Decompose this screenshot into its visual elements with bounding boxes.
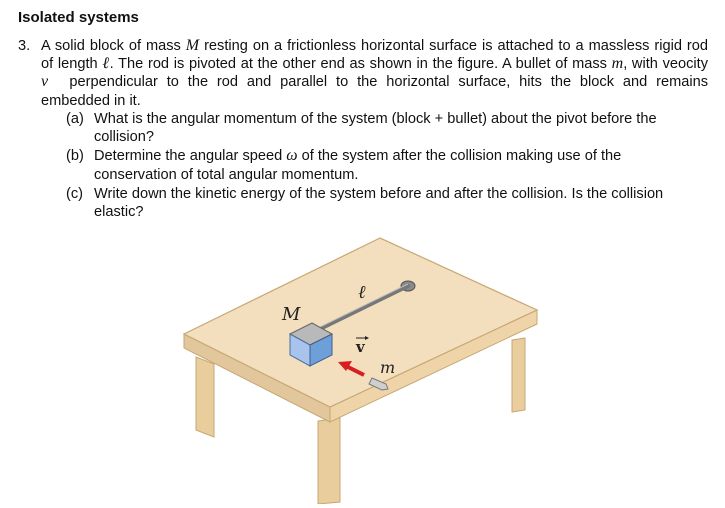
part-label: (a) bbox=[66, 111, 84, 127]
label-bullet-mass: m bbox=[380, 358, 396, 377]
symbol-mass-m: m bbox=[611, 55, 624, 73]
part-label: (b) bbox=[66, 148, 84, 165]
part-text: Write down the kinetic energy of the system before and after the collision. Is the collision elastic? bbox=[94, 185, 664, 221]
problem-statement bbox=[41, 37, 708, 110]
part-b bbox=[66, 147, 706, 183]
symbol-mass-M: M bbox=[185, 37, 200, 54]
figure-table-block-rod bbox=[180, 232, 540, 504]
part-text-post: of the system after the collision making use of the conservation of total angular momentum. bbox=[94, 148, 622, 183]
table-leg-front-left bbox=[196, 357, 214, 437]
problem-text-3: . The rod is pivoted at the other end as shown in the figure. A bullet of mass bbox=[109, 56, 612, 73]
part-text: Determine the angular speed bbox=[94, 148, 287, 165]
problem-text-5: perpendicular to the rod and parallel to the horizontal surface, hits the block and remains embedded in it. bbox=[41, 74, 708, 109]
problem-text-4: , with veocity bbox=[623, 56, 708, 73]
label-velocity: v bbox=[356, 338, 365, 356]
symbol-length-l: ℓ bbox=[102, 55, 110, 73]
part-c bbox=[66, 185, 706, 221]
table-top bbox=[184, 238, 537, 407]
problem-3 bbox=[18, 37, 708, 110]
problem-parts bbox=[66, 110, 706, 222]
problem-text-1: A solid block of mass bbox=[41, 38, 186, 54]
table-leg-back-right bbox=[512, 338, 525, 412]
symbol-velocity-v: v⃗ bbox=[41, 73, 61, 91]
part-a bbox=[66, 110, 706, 146]
label-block-mass: M bbox=[282, 304, 301, 325]
part-text: What is the angular momentum of the system (block + bullet) about the pivot before the collision? bbox=[94, 111, 657, 146]
table-leg-front-right bbox=[318, 418, 340, 504]
problem-text-2: resting on a frictionless horizontal surface is attached to a massless rigid rod of length bbox=[41, 38, 708, 73]
symbol-omega: ω bbox=[286, 147, 298, 165]
section-title: Isolated systems bbox=[18, 9, 139, 26]
part-label: (c) bbox=[66, 185, 84, 202]
figure-svg bbox=[180, 232, 540, 504]
problem-number: 3. bbox=[18, 38, 31, 54]
label-rod-length: ℓ bbox=[358, 282, 366, 303]
